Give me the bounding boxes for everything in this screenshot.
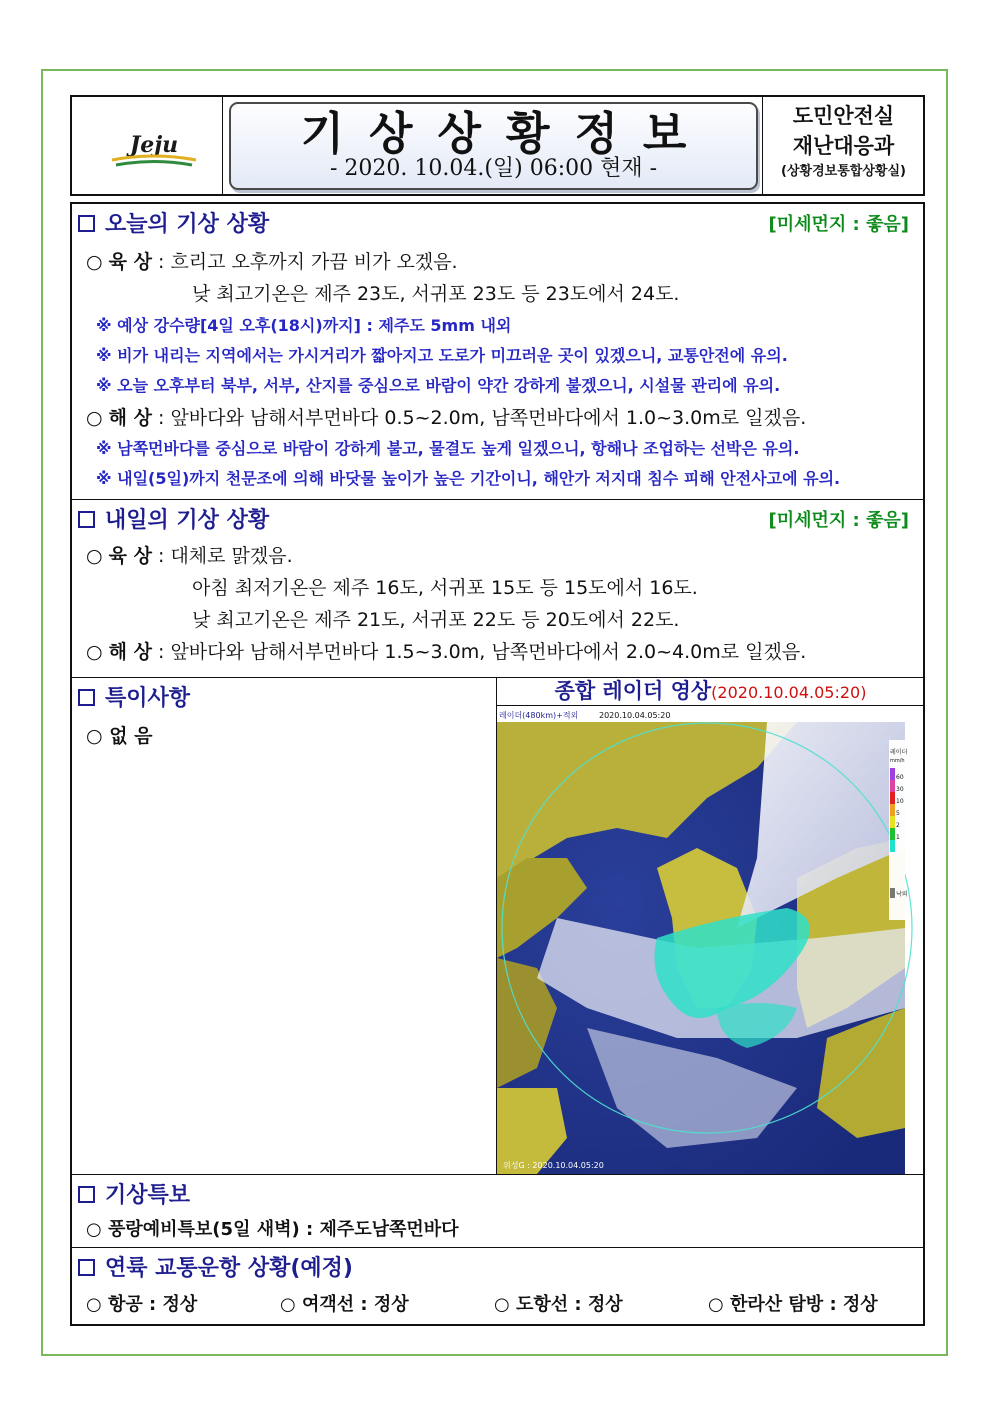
legend-value: 5 (896, 810, 900, 817)
legend-value: 1 (896, 834, 900, 841)
today-note-3: ※ 오늘 오후부터 북부, 서부, 산지를 중심으로 바람이 약간 강하게 불겠으니, 시설물 관리에 유의. (96, 376, 781, 395)
tomorrow-land-label: 육 상 (108, 545, 152, 567)
traffic-item-air: ○ 항공 : 정상 (86, 1294, 198, 1315)
traffic-item-island-ferry: ○ 도항선 : 정상 (494, 1294, 623, 1315)
radar-top-caption: 레이더(480km)+적외 (499, 711, 579, 720)
radar-top-time: 2020.10.04.05:20 (599, 711, 671, 720)
traffic-item-hallasan: ○ 한라산 탐방 : 정상 (708, 1294, 878, 1315)
logo-cell (72, 97, 223, 194)
checkbox-icon (78, 215, 95, 232)
tomorrow-land: ○ 육 상 : 대체로 맑겠음. (86, 545, 293, 567)
checkbox-icon (78, 1186, 95, 1203)
radar-title-text: 종합 레이더 영상 (554, 679, 712, 703)
radar-title (496, 678, 924, 706)
today-dust: [미세먼지 : 좋음] (768, 214, 909, 235)
today-land: ○ 육 상 : 흐리고 오후까지 가끔 비가 오겠음. (86, 251, 458, 273)
jeju-logo (106, 130, 202, 170)
today-land-label: 육 상 (108, 251, 152, 273)
report-body (70, 202, 925, 1326)
dept-line-1: 도민안전실 (792, 104, 895, 128)
today-note-4: ※ 남쪽먼바다를 중심으로 바람이 강하게 불고, 물결도 높게 일겠으니, 항해나 조업하는 선박은 유의. (96, 439, 800, 458)
dept-line-2: 재난대응과 (792, 134, 895, 158)
tomorrow-sea-label: 해 상 (108, 641, 152, 663)
today-note-1: ※ 예상 강수량[4일 오후(18시)까지] : 제주도 5mm 내외 (96, 316, 512, 335)
radar-image (497, 708, 908, 1174)
legend-unit: mm/h (890, 758, 905, 764)
today-section (72, 204, 923, 500)
radar-timestamp: (2020.10.04.05:20) (711, 683, 867, 702)
dept-line-3: (상황경보통합상황실) (781, 164, 906, 179)
tomorrow-sea-text: : 앞바다와 남해서부먼바다 1.5~3.0m, 남쪽먼바다에서 2.0~4.0m로 일겠음. (158, 641, 807, 663)
warning-item: ○ 풍랑예비특보(5일 새벽) : 제주도남쪽먼바다 (86, 1219, 459, 1240)
tomorrow-dust: [미세먼지 : 좋음] (768, 510, 909, 531)
today-sea-text: : 앞바다와 남해서부먼바다 0.5~2.0m, 남쪽먼바다에서 1.0~3.0m로 일겠음. (158, 407, 807, 429)
radar-bottom-caption: 위성G : 2020.10.04.05:20 (503, 1161, 604, 1170)
today-heading: 오늘의 기상 상황 (78, 210, 269, 240)
today-sea: ○ 해 상 : 앞바다와 남해서부먼바다 0.5~2.0m, 남쪽먼바다에서 1.0~3.0m로 일겠음. (86, 407, 807, 429)
header (70, 95, 925, 196)
warning-section (72, 1174, 923, 1248)
page-title: 기상상황정보 (300, 107, 712, 160)
legend-value: 2 (896, 822, 900, 829)
traffic-section (72, 1248, 923, 1324)
today-land-text: : 흐리고 오후까지 가끔 비가 오겠음. (158, 251, 458, 273)
legend-value: 10 (896, 798, 904, 805)
department (762, 97, 924, 194)
today-land-temp: 낮 최고기온은 제주 23도, 서귀포 23도 등 23도에서 24도. (192, 283, 680, 305)
title-box (229, 102, 758, 190)
today-sea-label: 해 상 (108, 407, 152, 429)
today-note-2: ※ 비가 내리는 지역에서는 가시거리가 짧아지고 도로가 미끄러운 곳이 있겠으니, 교통안전에 유의. (96, 346, 788, 365)
warning-heading: 기상특보 (78, 1181, 190, 1211)
traffic-heading: 연륙 교통운항 상황(예정) (78, 1254, 353, 1284)
checkbox-icon (78, 1259, 95, 1276)
tomorrow-heading: 내일의 기상 상황 (78, 506, 269, 536)
date-line: - 2020. 10.04.(일) 06:00 현재 - (329, 156, 658, 181)
legend-value: 60 (896, 774, 904, 781)
today-note-5: ※ 내일(5일)까지 천문조에 의해 바닷물 높이가 높은 기간이니, 해안가 저지대 침수 피해 안전사고에 유의. (96, 469, 841, 488)
checkbox-icon (78, 511, 95, 528)
tomorrow-land-min: 아침 최저기온은 제주 16도, 서귀포 15도 등 15도에서 16도. (192, 577, 698, 599)
legend-extra: 낙뢰 (896, 891, 908, 898)
tomorrow-land-max: 낮 최고기온은 제주 21도, 서귀포 22도 등 20도에서 22도. (192, 609, 680, 631)
special-item: ○ 없 음 (86, 725, 153, 747)
special-section (72, 678, 496, 1174)
tomorrow-section (72, 500, 923, 678)
traffic-item-ferry: ○ 여객선 : 정상 (280, 1294, 409, 1315)
tomorrow-sea: ○ 해 상 : 앞바다와 남해서부먼바다 1.5~3.0m, 남쪽먼바다에서 2.0~4.0m로 일겠음. (86, 641, 807, 663)
legend-value: 30 (896, 786, 904, 793)
checkbox-icon (78, 689, 95, 706)
tomorrow-land-text: : 대체로 맑겠음. (158, 545, 293, 567)
special-heading: 특이사항 (78, 684, 190, 714)
logo-text: Jeju (129, 132, 179, 158)
legend-title: 레이더 (890, 749, 908, 756)
